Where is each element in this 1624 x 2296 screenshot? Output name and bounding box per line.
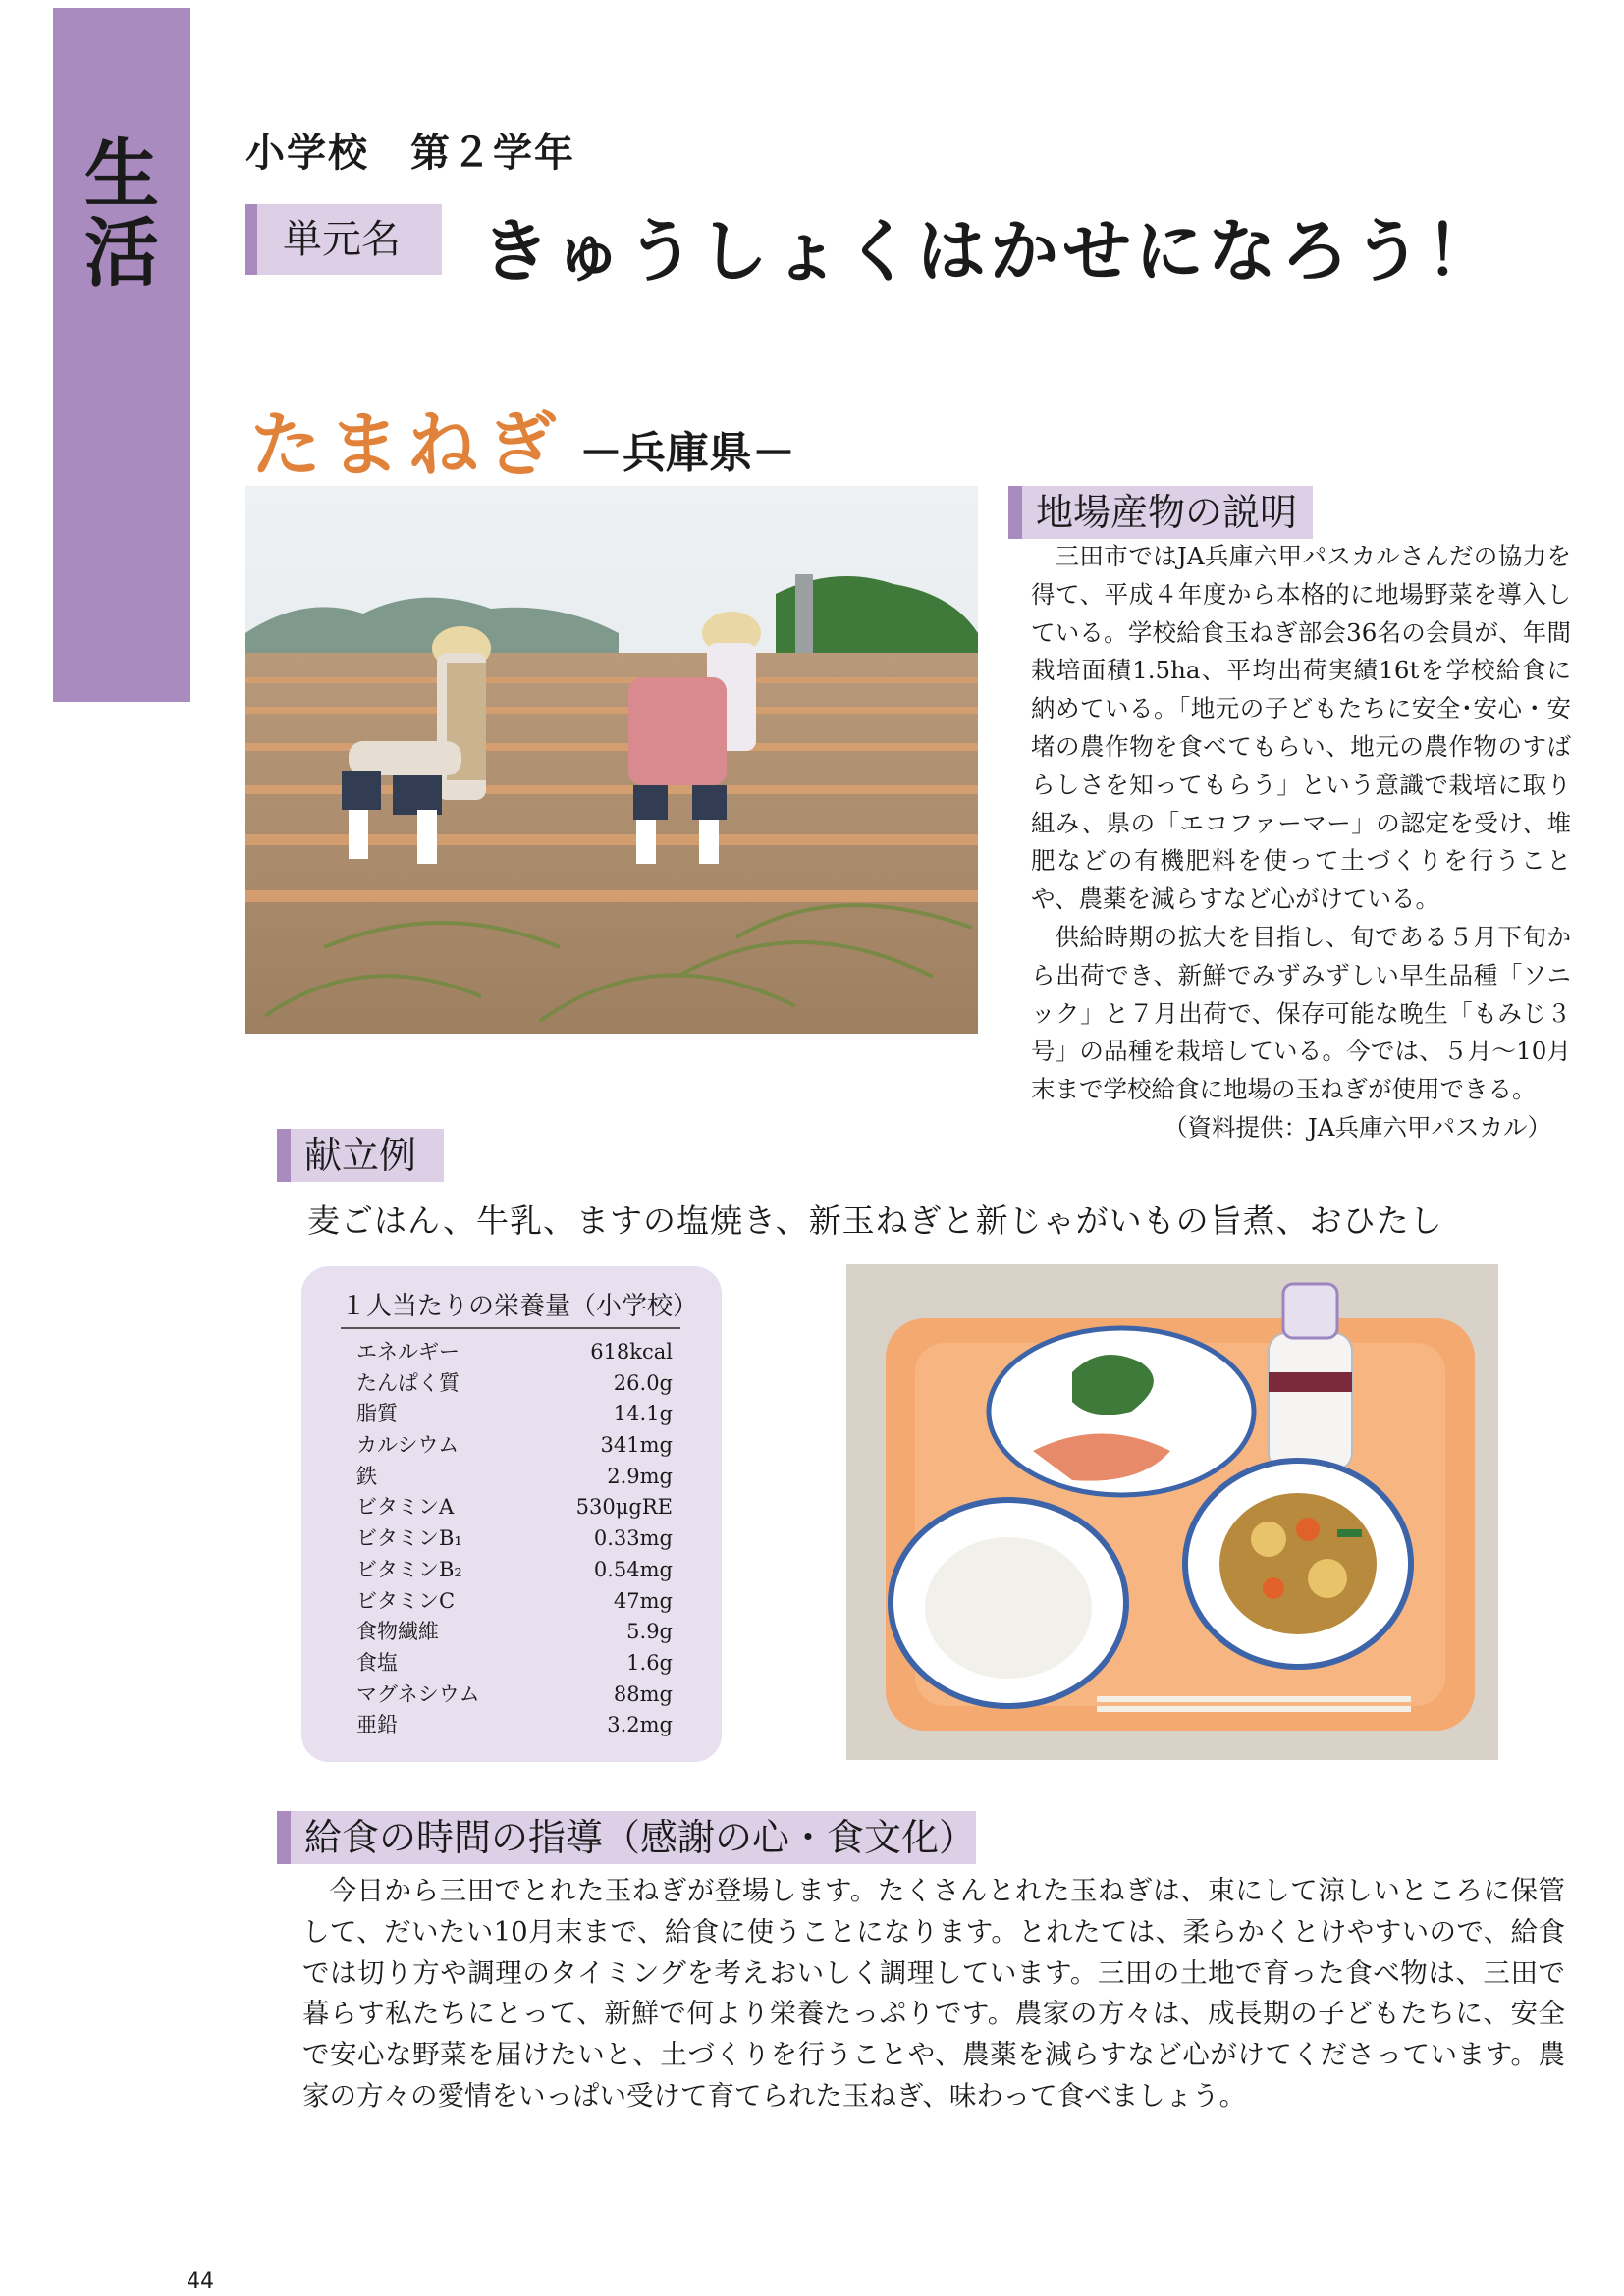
nutrient-value: 2.9mg — [607, 1464, 673, 1488]
nutrient-value: 47mg — [613, 1588, 673, 1613]
nutrition-row — [356, 1586, 673, 1618]
school-lunch-photo — [846, 1264, 1498, 1760]
nutrient-name: エネルギー — [356, 1340, 460, 1363]
description-body — [1031, 538, 1571, 1109]
nutrition-row — [356, 1710, 673, 1741]
nutrition-row — [356, 1492, 673, 1523]
nutrition-row — [356, 1430, 673, 1462]
nutrition-title: １人当たりの栄養量（小学校） — [341, 1292, 699, 1321]
nutrition-row — [356, 1555, 673, 1586]
guidance-paragraph: 今日から三田でとれた玉ねぎが登場します。たくさんとれた玉ねぎは、束にして涼しいところに保管して、だいたい10月末まで、給食に使うことになります。とれたては、柔らかくとけやすいので、給食では切り方や調理のタイミングを考えおいしく調理しています。三田の土地で育った食べ物は、三田で暮らす私たちにとって、新鮮で何より栄養たっぷりです。農家の方々は、成長期の子どもたちに、安全で安心な野菜を届けたいと、土づくりを行うことや、農薬を減らすなど心がけてくださっています。農家の方々の愛情をいっぱい受けて育てられた玉ねぎ、味わって食べましょう。 — [302, 1875, 1565, 2111]
nutrition-table — [356, 1337, 673, 1741]
nutrition-row — [356, 1680, 673, 1711]
nutrient-name: ビタミンA — [356, 1495, 455, 1520]
menu-heading: 献立例 — [277, 1129, 444, 1182]
nutrition-row — [356, 1368, 673, 1400]
nutrition-row — [356, 1337, 673, 1368]
guidance-heading: 給食の時間の指導（感謝の心・食文化） — [277, 1811, 976, 1864]
nutrient-name: ビタミンC — [356, 1588, 456, 1613]
nutrition-box — [301, 1266, 722, 1762]
unit-title: きゅうしょくはかせになろう！ — [481, 210, 1498, 292]
nutrient-value: 0.33mg — [593, 1526, 673, 1551]
subject-tab — [53, 8, 190, 702]
food-region: －兵庫県－ — [579, 428, 795, 478]
description-paragraph: 供給時期の拡大を目指し、旬である５月下旬から出荷でき、新鮮でみずみずしい早生品種「ソニック」と７月出荷で、保存可能な晩生「もみじ３号」の品種を栽培している。今では、５月～10月末まで学校給食に地場の玉ねぎが使用できる。 — [1031, 922, 1571, 1104]
nutrition-divider — [341, 1327, 680, 1329]
nutrient-name: カルシウム — [356, 1433, 460, 1458]
description-source: （資料提供：JA兵庫六甲パスカル） — [1163, 1113, 1551, 1142]
nutrient-value: 88mg — [613, 1682, 673, 1706]
nutrition-row — [356, 1617, 673, 1648]
nutrient-name: 鉄 — [356, 1464, 377, 1488]
nutrient-value: 0.54mg — [593, 1557, 673, 1581]
guidance-body — [302, 1871, 1565, 2117]
nutrient-value: 3.2mg — [607, 1713, 673, 1737]
description-paragraph: 三田市ではJA兵庫六甲パスカルさんだの協力を得て、平成４年度から本格的に地場野菜を導入している。学校給食玉ねぎ部会36名の会員が、年間栽培面積1.5ha、平均出荷実績16tを学校給食に納めている。「地元の子どもたちに安全･安心・安堵の農作物を食べてもらい、地元の農作物のすばらしさを知ってもらう」という意識で栽培に取り組み、県の「エコファーマー」の認定を受け、堆肥などの有機肥料を使って土づくりを行うことや、農薬を減らすなど心がけている。 — [1031, 542, 1571, 914]
nutrient-value: 341mg — [600, 1433, 673, 1458]
nutrition-row — [356, 1648, 673, 1680]
page-number: 44 — [187, 2269, 214, 2294]
nutrient-name: マグネシウム — [356, 1682, 480, 1706]
unit-label: 単元名 — [245, 204, 442, 275]
nutrient-value: 26.0g — [613, 1370, 673, 1395]
nutrition-row — [356, 1399, 673, 1430]
onion-field-photo — [245, 486, 978, 1034]
nutrient-value: 14.1g — [613, 1402, 673, 1426]
grade-label: 小学校 第２学年 — [245, 131, 575, 176]
nutrient-name: ビタミンB₁ — [356, 1526, 462, 1551]
description-heading: 地場産物の説明 — [1008, 486, 1313, 539]
nutrition-row — [356, 1523, 673, 1555]
subject-char: 生 — [84, 131, 159, 218]
nutrient-value: 618kcal — [590, 1340, 673, 1363]
nutrient-name: たんぱく質 — [356, 1370, 460, 1395]
food-name: たまねぎ — [250, 403, 566, 486]
nutrition-row — [356, 1462, 673, 1493]
nutrient-value: 1.6g — [626, 1650, 673, 1675]
nutrient-value: 5.9g — [626, 1620, 673, 1644]
subject-char: 活 — [84, 209, 159, 296]
nutrient-name: 亜鉛 — [356, 1713, 398, 1737]
menu-text: 麦ごはん、牛乳、ますの塩焼き、新玉ねぎと新じゃがいもの旨煮、おひたし — [307, 1201, 1443, 1240]
nutrient-name: 食塩 — [356, 1650, 398, 1675]
nutrient-value: 530μgRE — [575, 1495, 673, 1520]
nutrient-name: 食物繊維 — [356, 1620, 439, 1644]
nutrient-name: ビタミンB₂ — [356, 1557, 462, 1581]
nutrient-name: 脂質 — [356, 1402, 398, 1426]
